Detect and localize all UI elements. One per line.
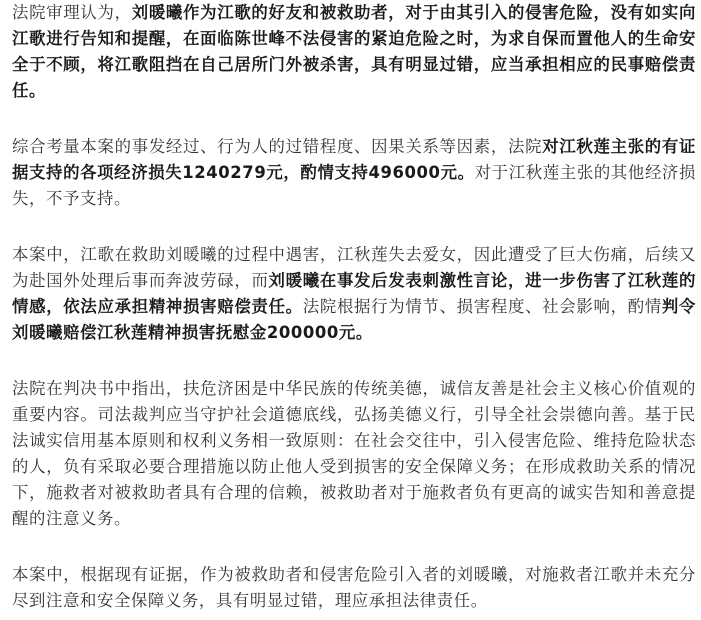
text-segment: 法院审理认为，	[12, 3, 132, 22]
bold-text-segment: 刘暖曦作为江歌的好友和被救助者，对于由其引入的侵害危险，没有如实向江歌进行告知和提醒，在面临陈世峰不法侵害的紧迫危险之时，为求自保而置他人的生命安全于不顾，将江歌阻挡在自己居所门外被杀害，具有明显过错，应当承担相应的民事赔偿责任。	[12, 3, 696, 100]
bold-text-segment: 判令刘暖曦赔偿江秋莲精神损害抚慰金200000元。	[12, 297, 696, 342]
text-segment: 综合考量本案的事发经过、行为人的过错程度、因果关系等因素，法院	[12, 137, 543, 156]
text-segment: 对于江秋莲主张的其他经济损失，不予支持。	[12, 163, 696, 208]
paragraph-economic-loss	[12, 134, 696, 212]
paragraph-conclusion	[12, 562, 696, 614]
bold-text-segment: 刘暖曦在事发后发表刺激性言论，进一步伤害了江秋莲的情感，依法应承担精神损害赔偿责任。	[12, 271, 697, 316]
article-body	[12, 0, 696, 614]
text-segment: 本案中，根据现有证据，作为被救助者和侵害危险引入者的刘暖曦，对施救者江歌并未充分尽到注意和安全保障义务，具有明显过错，理应承担法律责任。	[12, 565, 696, 610]
paragraph-mental-damage	[12, 242, 696, 346]
text-segment: 本案中，江歌在救助刘暖曦的过程中遇害，江秋莲失去爱女，因此遭受了巨大伤痛，后续又为赴国外处理后事而奔波劳碌，而	[12, 245, 696, 290]
paragraph-court-finding	[12, 0, 696, 104]
paragraph-judgment-principles	[12, 376, 696, 532]
text-segment: 法院根据行为情节、损害程度、社会影响，酌情	[302, 297, 662, 316]
text-segment: 法院在判决书中指出，扶危济困是中华民族的传统美德，诚信友善是社会主义核心价值观的重要内容。司法裁判应当守护社会道德底线，弘扬美德义行，引导全社会崇德向善。基于民法诚实信用基本原则和权利义务相一致原则：在社会交往中，引入侵害危险、维持危险状态的人，负有采取必要合理措施以防止他人受到损害的安全保障义务；在形成救助关系的情况下，施救者对被救助者具有合理的信赖，被救助者对于施救者负有更高的诚实告知和善意提醒的注意义务。	[12, 379, 696, 528]
bold-text-segment: 对江秋莲主张的有证据支持的各项经济损失1240279元，酌情支持496000元。	[12, 137, 696, 182]
